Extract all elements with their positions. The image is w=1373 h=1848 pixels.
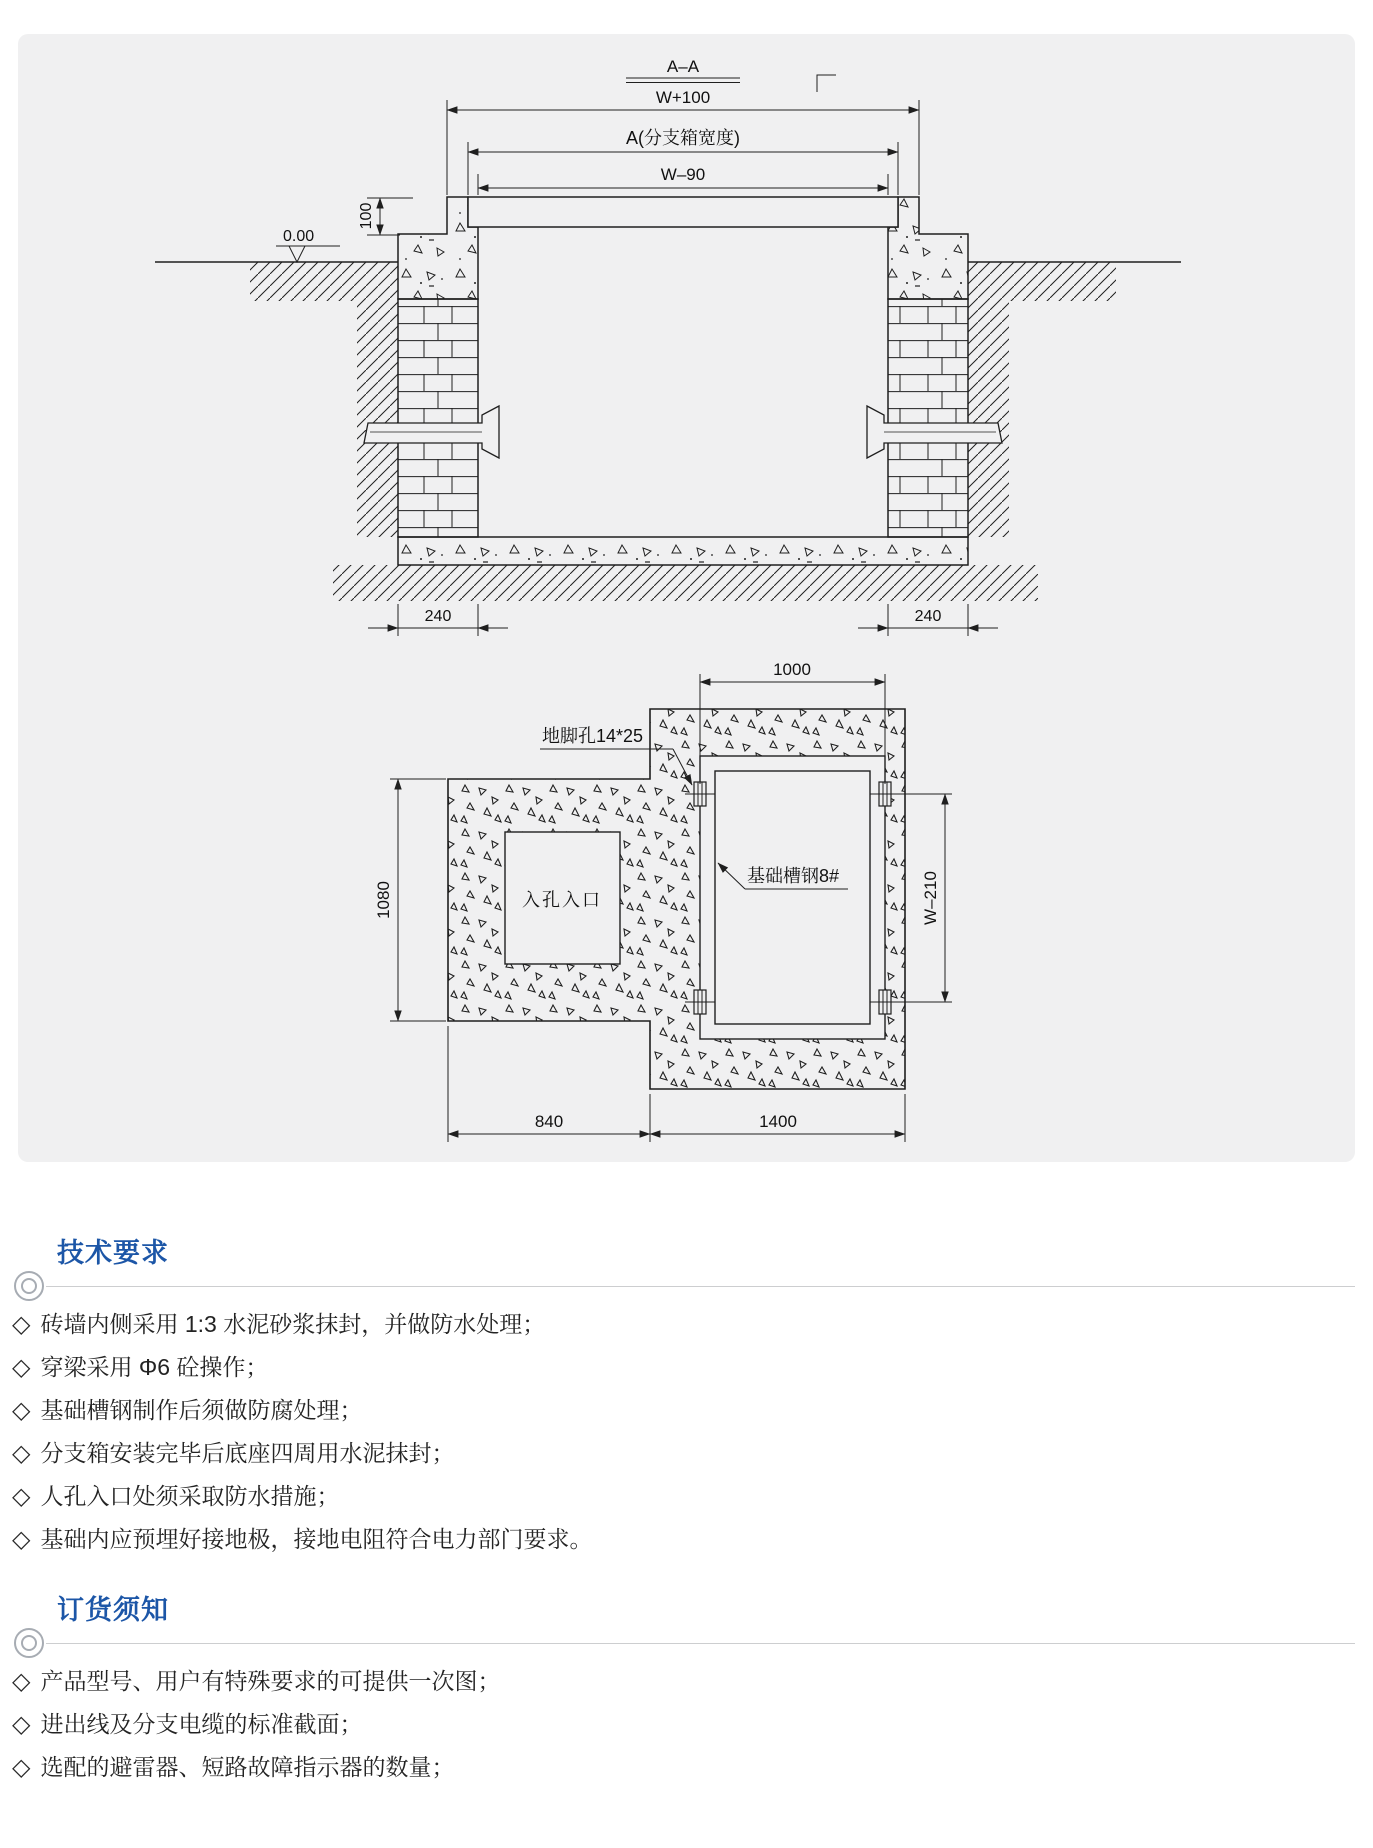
list-item: [12, 1746, 1353, 1789]
diamond-bullet-icon: ◇: [12, 1668, 31, 1695]
diamond-bullet-icon: ◇: [12, 1526, 31, 1553]
level-marker: [276, 228, 340, 262]
diamond-bullet-icon: ◇: [12, 1397, 31, 1424]
dim-100-label: 100: [358, 202, 375, 230]
earth-hatch-left: [250, 262, 398, 537]
bullet-text: 选配的避雷器、短路故障指示器的数量；: [40, 1754, 455, 1780]
ring-ornament-icon: [14, 1628, 44, 1658]
dim-1400-label: 1400: [759, 1112, 797, 1131]
drawing-panel: [18, 34, 1355, 1162]
channel-steel-label: 基础槽钢8#: [747, 866, 840, 886]
dim-w90-label: W–90: [660, 165, 706, 184]
section-title-underline: [626, 78, 740, 83]
dim-240-right: [858, 604, 998, 636]
bullet-text: 产品型号、用户有特殊要求的可提供一次图；: [40, 1668, 501, 1694]
brick-wall-right: [888, 299, 968, 537]
bullet-text: 人孔入口处须采取防水措施；: [40, 1483, 340, 1509]
plan-view: [374, 660, 952, 1142]
earth-hatch-bottom: [333, 565, 1038, 601]
bullet-text: 基础槽钢制作后须做防腐处理；: [40, 1397, 363, 1423]
anchor-hole-label: 地脚孔14*25: [542, 726, 644, 746]
concrete-pier-right: [888, 197, 968, 299]
dim-w210-label: W–210: [921, 871, 940, 925]
diamond-bullet-icon: ◇: [12, 1354, 31, 1381]
dim-240-left-label: 240: [424, 608, 452, 625]
list-item: [12, 1660, 1353, 1703]
diamond-bullet-icon: ◇: [12, 1440, 31, 1467]
section-divider: [46, 1643, 1355, 1644]
concrete-pier-left: [398, 197, 478, 299]
dim-100: [358, 198, 413, 235]
bullet-text: 穿梁采用 Φ6 砼操作；: [40, 1354, 269, 1380]
section-title-label: A–A: [666, 57, 700, 76]
dim-1080-label: 1080: [374, 881, 393, 919]
list-item: [12, 1703, 1353, 1746]
list-item: [12, 1303, 1353, 1346]
dim-240-left: [368, 604, 508, 636]
dim-840-label: 840: [534, 1112, 564, 1131]
tech-requirements-list: [12, 1303, 1353, 1561]
ring-ornament-icon: [14, 1271, 44, 1301]
cover-beam: [468, 197, 898, 227]
dim-1080: [374, 779, 446, 1021]
level-label: 0.00: [283, 228, 315, 245]
section-divider: [46, 1286, 1355, 1287]
brick-wall-left: [398, 299, 478, 537]
diamond-bullet-icon: ◇: [12, 1754, 31, 1781]
earth-hatch-right: [968, 262, 1116, 537]
manhole-label: 入孔入口: [522, 890, 602, 910]
dim-840: [448, 1026, 650, 1142]
dim-1400: [650, 1094, 905, 1142]
ordering-notes-list: [12, 1660, 1353, 1789]
dim-w100-label: W+100: [655, 88, 711, 107]
diamond-bullet-icon: ◇: [12, 1311, 31, 1338]
corner-mark: [817, 75, 836, 92]
diamond-bullet-icon: ◇: [12, 1483, 31, 1510]
ring-ornament-inner: [21, 1635, 37, 1651]
bullet-text: 分支箱安装完毕后底座四周用水泥抹封；: [40, 1440, 455, 1466]
tech-requirements-title: 技术要求: [57, 1238, 169, 1268]
list-item: [12, 1432, 1353, 1475]
channel-frame-outer: [700, 756, 885, 1039]
bullet-text: 砖墙内侧采用 1:3 水泥砂浆抹封，并做防水处理；: [40, 1311, 546, 1337]
ring-ornament-inner: [21, 1278, 37, 1294]
ordering-notes-title: 订货须知: [57, 1595, 169, 1625]
list-item: [12, 1346, 1353, 1389]
installation-drawing: [18, 34, 1355, 1162]
bullet-text: 进出线及分支电缆的标准截面；: [40, 1711, 363, 1737]
dim-1000-label: 1000: [773, 660, 811, 679]
section-view: [155, 57, 1181, 636]
dim-240-right-label: 240: [914, 608, 942, 625]
dim-a-label: A(分支箱宽度): [626, 128, 740, 148]
list-item: [12, 1475, 1353, 1518]
diamond-bullet-icon: ◇: [12, 1711, 31, 1738]
list-item: [12, 1518, 1353, 1561]
list-item: [12, 1389, 1353, 1432]
base-slab: [398, 537, 968, 565]
bullet-text: 基础内应预埋好接地极，接地电阻符合电力部门要求。: [40, 1526, 593, 1552]
